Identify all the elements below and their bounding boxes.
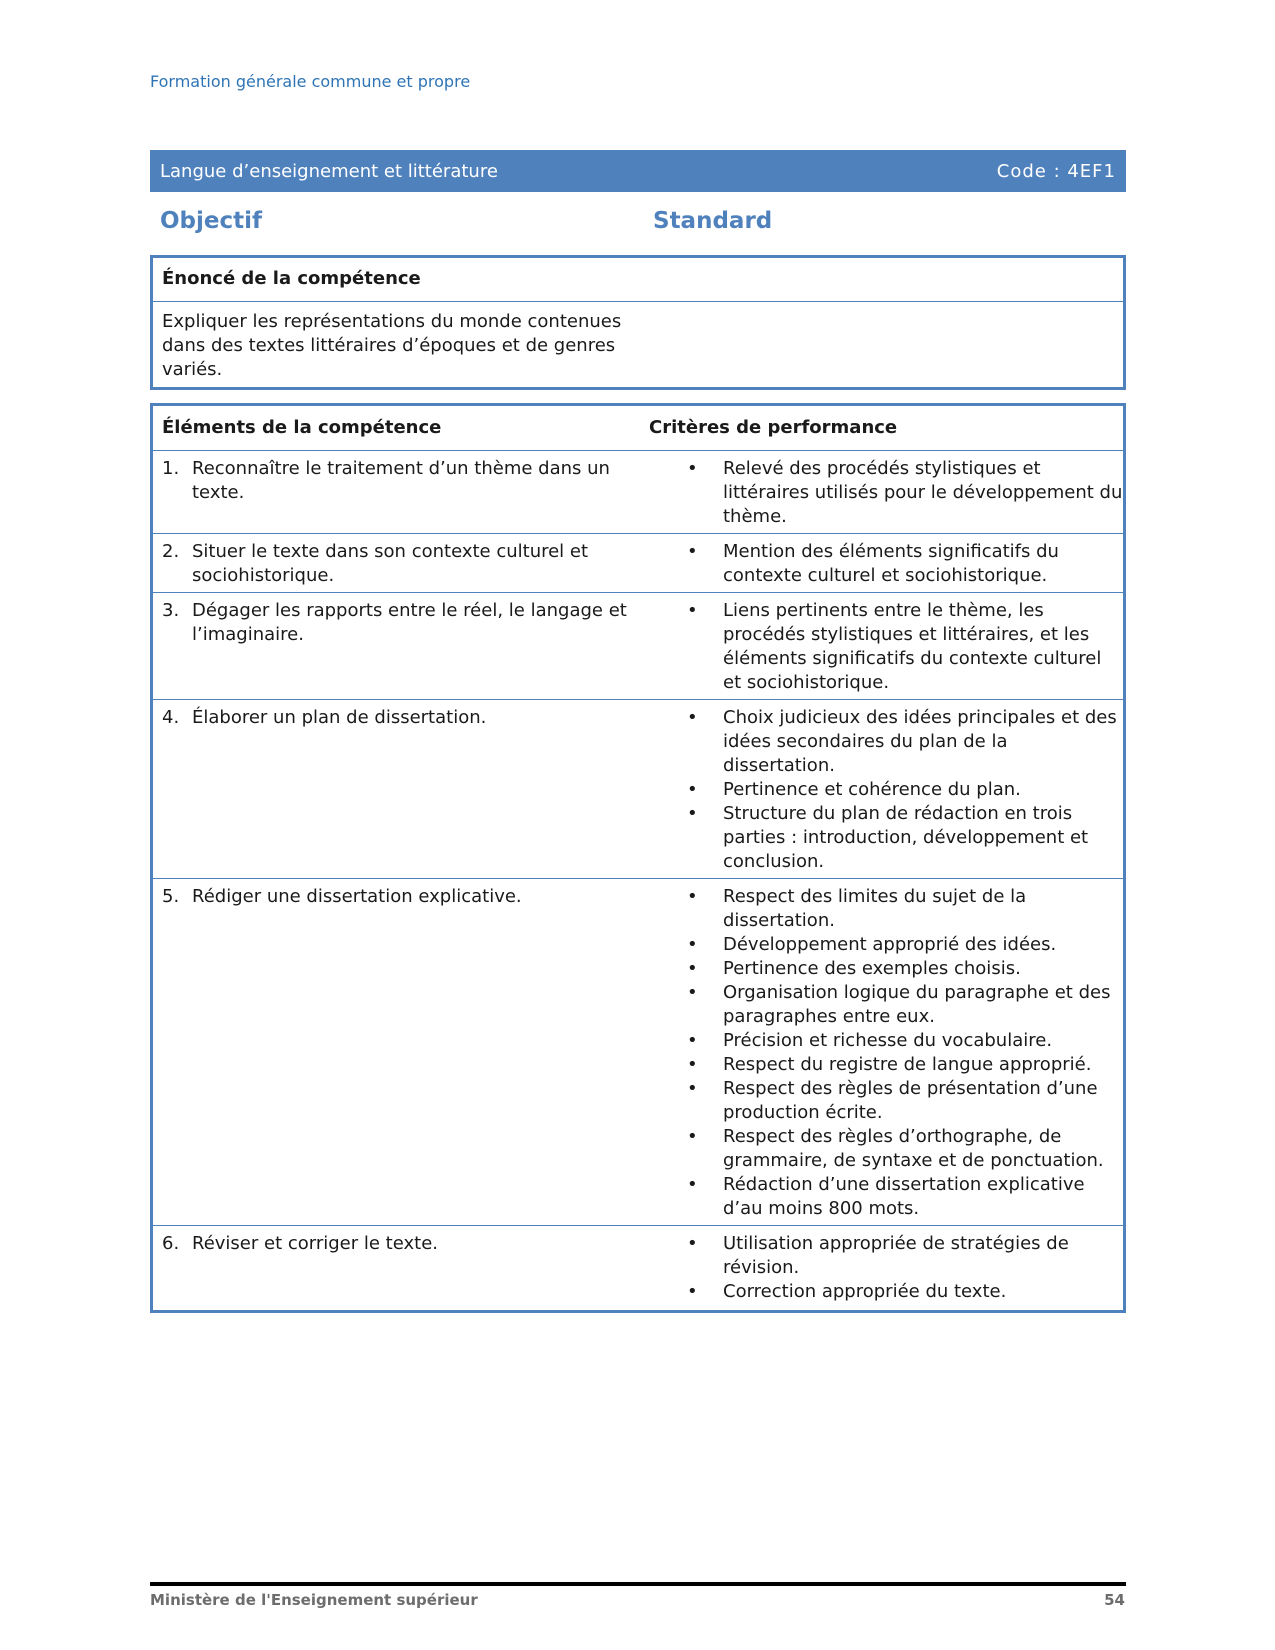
numbered-element (162, 540, 640, 588)
criterion-text: Développement approprié des idées. (723, 934, 1057, 955)
criteria-cell (640, 451, 1123, 534)
element-cell (153, 534, 640, 593)
bullet-icon: • (687, 1126, 698, 1147)
element-cell (153, 879, 640, 1226)
criterion-item (649, 885, 1123, 933)
col-header-criteria: Critères de performance (640, 406, 1123, 451)
bullet-icon: • (687, 958, 698, 979)
criteria-list (649, 540, 1123, 588)
enonce-text: Expliquer les représentations du monde contenues dans des textes littéraires d’époques et de genres variés. (162, 311, 622, 380)
criterion-text: Liens pertinents entre le thème, les procédés stylistiques et littéraires, et les éléments significatifs du contexte culturel et sociohistorique. (723, 600, 1102, 693)
bullet-icon: • (687, 600, 698, 621)
criteria-cell (640, 534, 1123, 593)
table-row (153, 593, 1123, 700)
bullet-icon: • (687, 779, 698, 800)
criterion-text: Respect des règles de présentation d’une production écrite. (723, 1078, 1098, 1123)
enonce-heading: Énoncé de la compétence (153, 258, 1123, 302)
table-row (153, 451, 1123, 534)
course-code: Code : 4EF1 (996, 160, 1116, 182)
criterion-item (649, 599, 1123, 695)
numbered-element (162, 706, 640, 730)
criterion-text: Rédaction d’une dissertation explicative d’au moins 800 mots. (723, 1174, 1085, 1219)
bullet-icon: • (687, 803, 698, 824)
objectif-heading: Objectif (160, 208, 263, 234)
criterion-text: Utilisation appropriée de stratégies de révision. (723, 1233, 1069, 1278)
criterion-text: Choix judicieux des idées principales et des idées secondaires du plan de la dissertation. (723, 707, 1117, 776)
element-cell (153, 700, 640, 879)
criterion-text: Respect des règles d’orthographe, de grammaire, de syntaxe et de ponctuation. (723, 1126, 1104, 1171)
element-text: Réviser et corriger le texte. (192, 1233, 438, 1254)
criteria-cell (640, 1226, 1123, 1309)
element-cell (153, 593, 640, 700)
criterion-text: Relevé des procédés stylistiques et littéraires utilisés pour le développement du thème. (723, 458, 1123, 527)
criterion-item (649, 778, 1123, 802)
element-number: 1. (162, 458, 180, 479)
course-title: Langue d’enseignement et littérature (160, 160, 498, 182)
course-title-bar (150, 150, 1126, 192)
criteria-list (649, 1232, 1123, 1304)
numbered-element (162, 885, 640, 909)
criteria-cell (640, 879, 1123, 1226)
elements-table (153, 406, 1123, 1308)
element-number: 5. (162, 886, 180, 907)
bullet-icon: • (687, 934, 698, 955)
bullet-icon: • (687, 1281, 698, 1302)
numbered-element (162, 1232, 640, 1256)
running-header: Formation générale commune et propre (150, 72, 471, 91)
element-cell (153, 451, 640, 534)
criterion-text: Pertinence des exemples choisis. (723, 958, 1021, 979)
criteria-list (649, 599, 1123, 695)
table-row (153, 879, 1123, 1226)
criteria-cell (640, 593, 1123, 700)
bullet-icon: • (687, 707, 698, 728)
footer-rule (150, 1582, 1126, 1586)
page-number: 54 (1104, 1591, 1125, 1609)
element-number: 4. (162, 707, 180, 728)
criterion-item (649, 706, 1123, 778)
criterion-item (649, 1029, 1123, 1053)
criterion-item (649, 540, 1123, 588)
element-cell (153, 1226, 640, 1309)
criterion-text: Précision et richesse du vocabulaire. (723, 1030, 1053, 1051)
criterion-text: Respect des limites du sujet de la dissertation. (723, 886, 1027, 931)
bullet-icon: • (687, 1030, 698, 1051)
element-text: Situer le texte dans son contexte culturel et sociohistorique. (192, 541, 589, 586)
element-number: 6. (162, 1233, 180, 1254)
table-row (153, 1226, 1123, 1309)
criterion-text: Respect du registre de langue approprié. (723, 1054, 1092, 1075)
elements-table-box (150, 403, 1126, 1313)
section-subheads (160, 208, 1120, 238)
element-number: 2. (162, 541, 180, 562)
criterion-item (649, 1173, 1123, 1221)
element-text: Rédiger une dissertation explicative. (192, 886, 522, 907)
criterion-text: Organisation logique du paragraphe et des paragraphes entre eux. (723, 982, 1111, 1027)
col-header-elements: Éléments de la compétence (153, 406, 640, 451)
element-text: Reconnaître le traitement d’un thème dans un texte. (192, 458, 610, 503)
criterion-item (649, 1125, 1123, 1173)
element-number: 3. (162, 600, 180, 621)
criterion-item (649, 957, 1123, 981)
enonce-box (150, 255, 1126, 390)
criterion-text: Pertinence et cohérence du plan. (723, 779, 1021, 800)
bullet-icon: • (687, 982, 698, 1003)
bullet-icon: • (687, 886, 698, 907)
element-text: Élaborer un plan de dissertation. (192, 707, 487, 728)
bullet-icon: • (687, 1174, 698, 1195)
criterion-text: Structure du plan de rédaction en trois parties : introduction, développement et conclusion. (723, 803, 1089, 872)
table-row (153, 534, 1123, 593)
criterion-item (649, 981, 1123, 1029)
bullet-icon: • (687, 458, 698, 479)
criterion-item (649, 1053, 1123, 1077)
bullet-icon: • (687, 1054, 698, 1075)
criterion-item (649, 802, 1123, 874)
footer-ministry: Ministère de l'Enseignement supérieur (150, 1591, 478, 1609)
element-text: Dégager les rapports entre le réel, le langage et l’imaginaire. (192, 600, 627, 645)
criteria-list (649, 706, 1123, 874)
criterion-item (649, 1232, 1123, 1280)
criterion-item (649, 933, 1123, 957)
bullet-icon: • (687, 1078, 698, 1099)
criterion-item (649, 1077, 1123, 1125)
criterion-text: Mention des éléments significatifs du contexte culturel et sociohistorique. (723, 541, 1059, 586)
criteria-cell (640, 700, 1123, 879)
table-row (153, 700, 1123, 879)
numbered-element (162, 599, 640, 647)
bullet-icon: • (687, 541, 698, 562)
criterion-text: Correction appropriée du texte. (723, 1281, 1007, 1302)
criteria-list (649, 885, 1123, 1221)
table-header-row (153, 406, 1123, 451)
criterion-item (649, 1280, 1123, 1304)
criterion-item (649, 457, 1123, 529)
standard-heading: Standard (653, 208, 773, 234)
criteria-list (649, 457, 1123, 529)
numbered-element (162, 457, 640, 505)
bullet-icon: • (687, 1233, 698, 1254)
